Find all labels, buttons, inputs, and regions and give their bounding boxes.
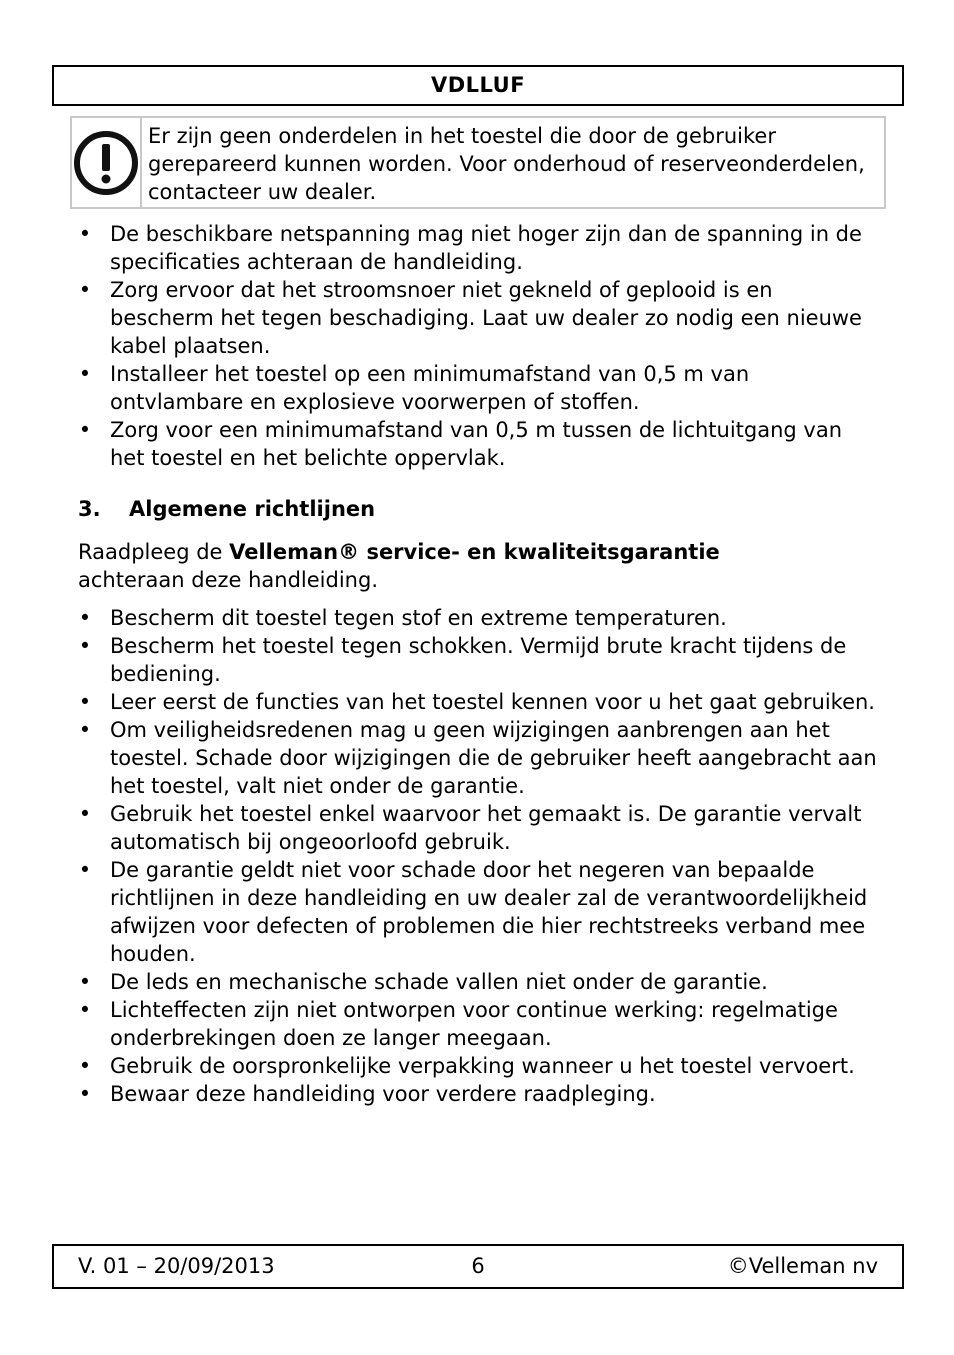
- list-item: • Om veiligheidsredenen mag u geen wijzigingen aanbrengen aan het toestel. Schade door wijzigingen die de gebruiker heeft aangebracht aan het toestel, valt niet onder de garantie.: [78, 718, 877, 798]
- section-heading: [78, 495, 375, 523]
- list-item: • Installeer het toestel op een minimumafstand van 0,5 m van ontvlambare en explosieve voorwerpen of stoffen.: [78, 362, 750, 414]
- bullet-icon: •: [78, 1082, 92, 1106]
- list-item: • Zorg voor een minimumafstand van 0,5 m tussen de lichtuitgang van het toestel en het belichte oppervlak.: [78, 418, 843, 470]
- footer-box: [52, 1244, 904, 1289]
- list-item: • Gebruik de oorspronkelijke verpakking wanneer u het toestel vervoert.: [78, 1054, 855, 1078]
- bullet-icon: •: [78, 858, 92, 882]
- bullet-icon: •: [78, 998, 92, 1022]
- bullet-icon: •: [78, 690, 92, 714]
- bullet-icon: •: [78, 970, 92, 994]
- exclamation-circle-icon: [72, 129, 140, 197]
- guidelines-bullet-list: [78, 604, 878, 1108]
- list-item: • Leer eerst de functies van het toestel kennen voor u het gaat gebruiken.: [78, 690, 875, 714]
- bullet-icon: •: [78, 362, 92, 386]
- bullet-icon: •: [78, 802, 92, 826]
- intro-paragraph: Raadpleeg de Velleman® service- en kwaliteitsgarantie achteraan deze handleiding.: [78, 540, 720, 592]
- section-number: 3.: [78, 497, 101, 521]
- safety-bullet-list: [78, 220, 878, 472]
- footer-copyright: ©Velleman nv: [727, 1254, 878, 1278]
- warranty-reference: Velleman® service- en kwaliteitsgarantie: [229, 540, 720, 564]
- bullet-icon: •: [78, 1054, 92, 1078]
- list-item: • De beschikbare netspanning mag niet hoger zijn dan de spanning in de specificaties achteraan de handleiding.: [78, 222, 862, 274]
- footer-version: V. 01 – 20/09/2013: [78, 1254, 275, 1278]
- list-item: • Gebruik het toestel enkel waarvoor het gemaakt is. De garantie vervalt automatisch bij ongeoorloofd gebruik.: [78, 802, 862, 854]
- list-item: • De garantie geldt niet voor schade door het negeren van bepaalde richtlijnen in deze handleiding en uw dealer zal de verantwoordelijkheid afwijzen voor defecten of problemen die hier rechtstreeks verband mee houden.: [78, 858, 868, 966]
- warning-icon-cell: [72, 118, 142, 207]
- bullet-icon: •: [78, 718, 92, 742]
- footer-page-number: 6: [471, 1254, 485, 1278]
- bullet-icon: •: [78, 606, 92, 630]
- list-item: • Bescherm het toestel tegen schokken. Vermijd brute kracht tijdens de bediening.: [78, 634, 847, 686]
- header-box: [52, 65, 904, 106]
- bullet-icon: •: [78, 634, 92, 658]
- list-item: • Zorg ervoor dat het stroomsnoer niet gekneld of geplooid is en bescherm het tegen beschadiging. Laat uw dealer zo nodig een nieuwe kabel plaatsen.: [78, 278, 862, 358]
- list-item: • Lichteffecten zijn niet ontworpen voor continue werking: regelmatige onderbrekingen doen ze langer meegaan.: [78, 998, 838, 1050]
- bullet-icon: •: [78, 222, 92, 246]
- section-title: Algemene richtlijnen: [129, 497, 376, 521]
- list-item: • Bescherm dit toestel tegen stof en extreme temperaturen.: [78, 606, 727, 630]
- list-item: • De leds en mechanische schade vallen niet onder de garantie.: [78, 970, 768, 994]
- document-title: VDLLUF: [430, 73, 526, 97]
- warning-text: Er zijn geen onderdelen in het toestel die door de gebruiker gerepareerd kunnen worden. Voor onderhoud of reserveonderdelen, contacteer uw dealer.: [148, 124, 865, 204]
- bullet-icon: •: [78, 418, 92, 442]
- warning-box: [70, 116, 886, 209]
- list-item: • Bewaar deze handleiding voor verdere raadpleging.: [78, 1082, 656, 1106]
- bullet-icon: •: [78, 278, 92, 302]
